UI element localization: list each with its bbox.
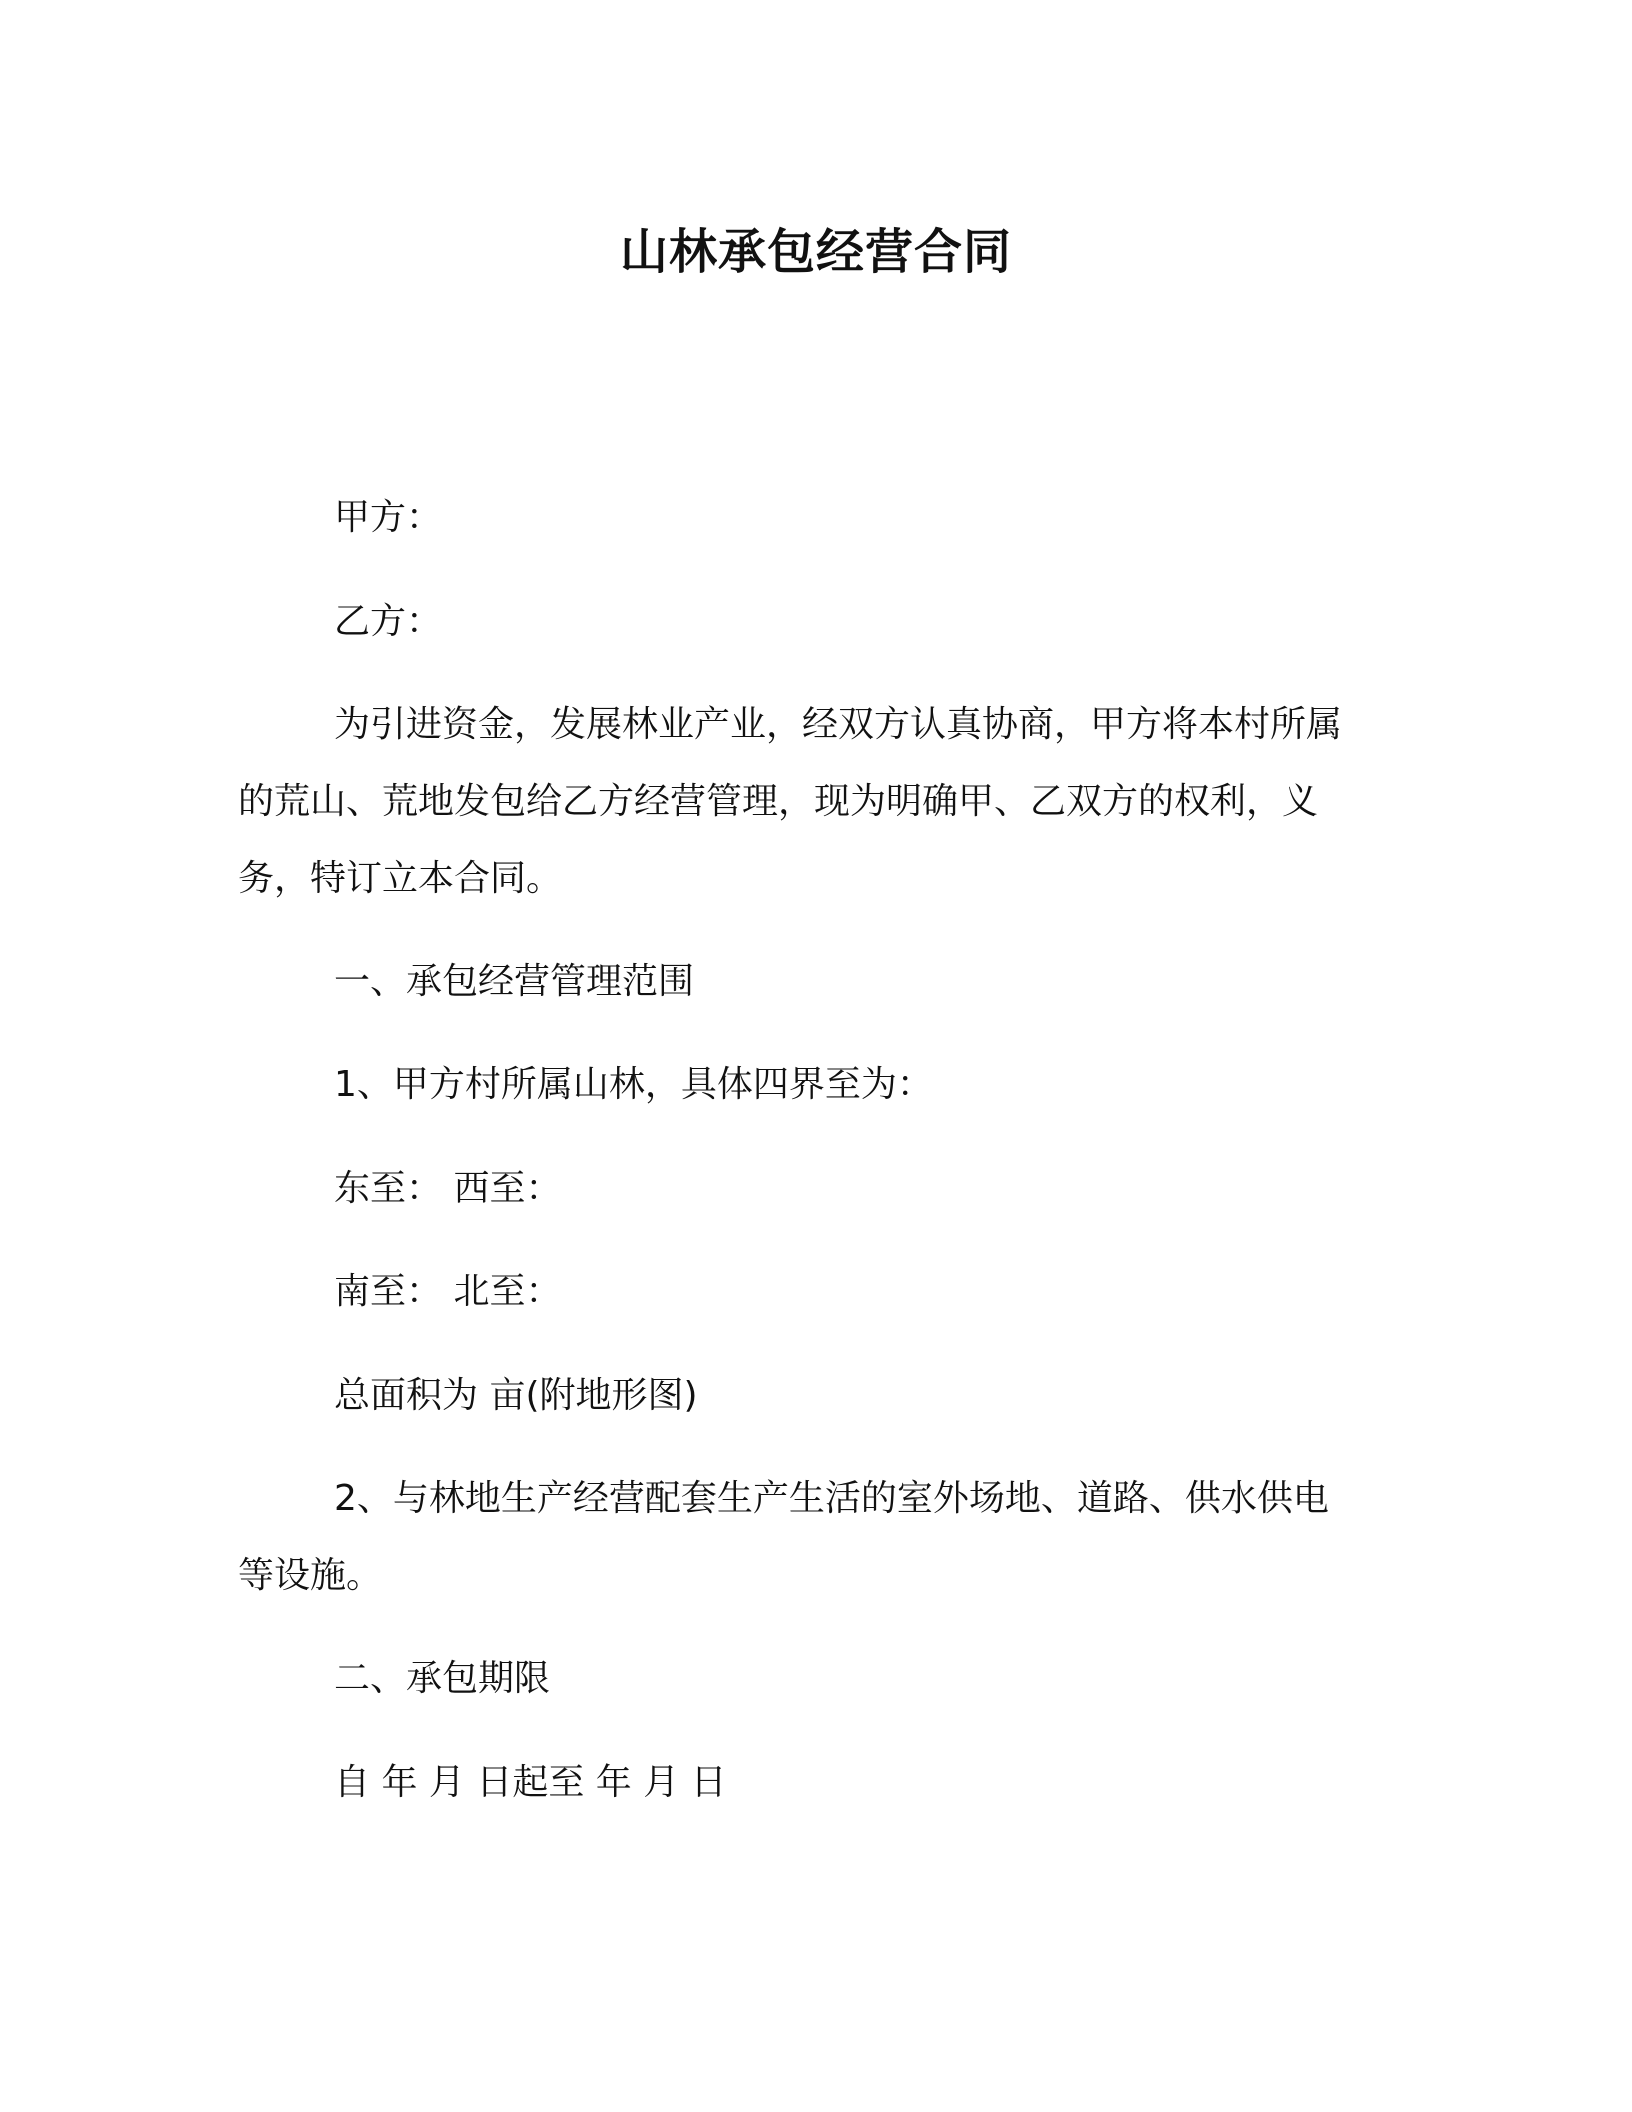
document-title: 山林承包经营合同	[619, 224, 1012, 280]
party-b-label: 乙方：	[334, 601, 443, 642]
item-2-line-1: 2、与林地生产经营配套生产生活的室外场地、道路、供水供电	[334, 1478, 1329, 1519]
item-1-text: 1、甲方村所属山林，具体四界至为：	[334, 1064, 933, 1105]
intro-paragraph-line-1: 为引进资金，发展林业产业，经双方认真协商，甲方将本村所属	[334, 704, 1343, 745]
party-a-label: 甲方：	[334, 497, 443, 538]
section-1-heading: 一、承包经营管理范围	[334, 961, 695, 1002]
section-2-heading: 二、承包期限	[334, 1658, 551, 1699]
boundary-south-north: 南至： 北至：	[334, 1271, 562, 1312]
intro-paragraph-line-3: 务，特订立本合同。	[238, 858, 563, 899]
total-area-text: 总面积为 亩(附地形图)	[334, 1375, 698, 1416]
term-text: 自 年 月 日起至 年 月 日	[334, 1762, 727, 1803]
intro-paragraph-line-2: 的荒山、荒地发包给乙方经营管理，现为明确甲、乙双方的权利，义	[238, 781, 1319, 822]
boundary-east-west: 东至： 西至：	[334, 1168, 562, 1209]
item-2-line-2: 等设施。	[238, 1555, 383, 1596]
